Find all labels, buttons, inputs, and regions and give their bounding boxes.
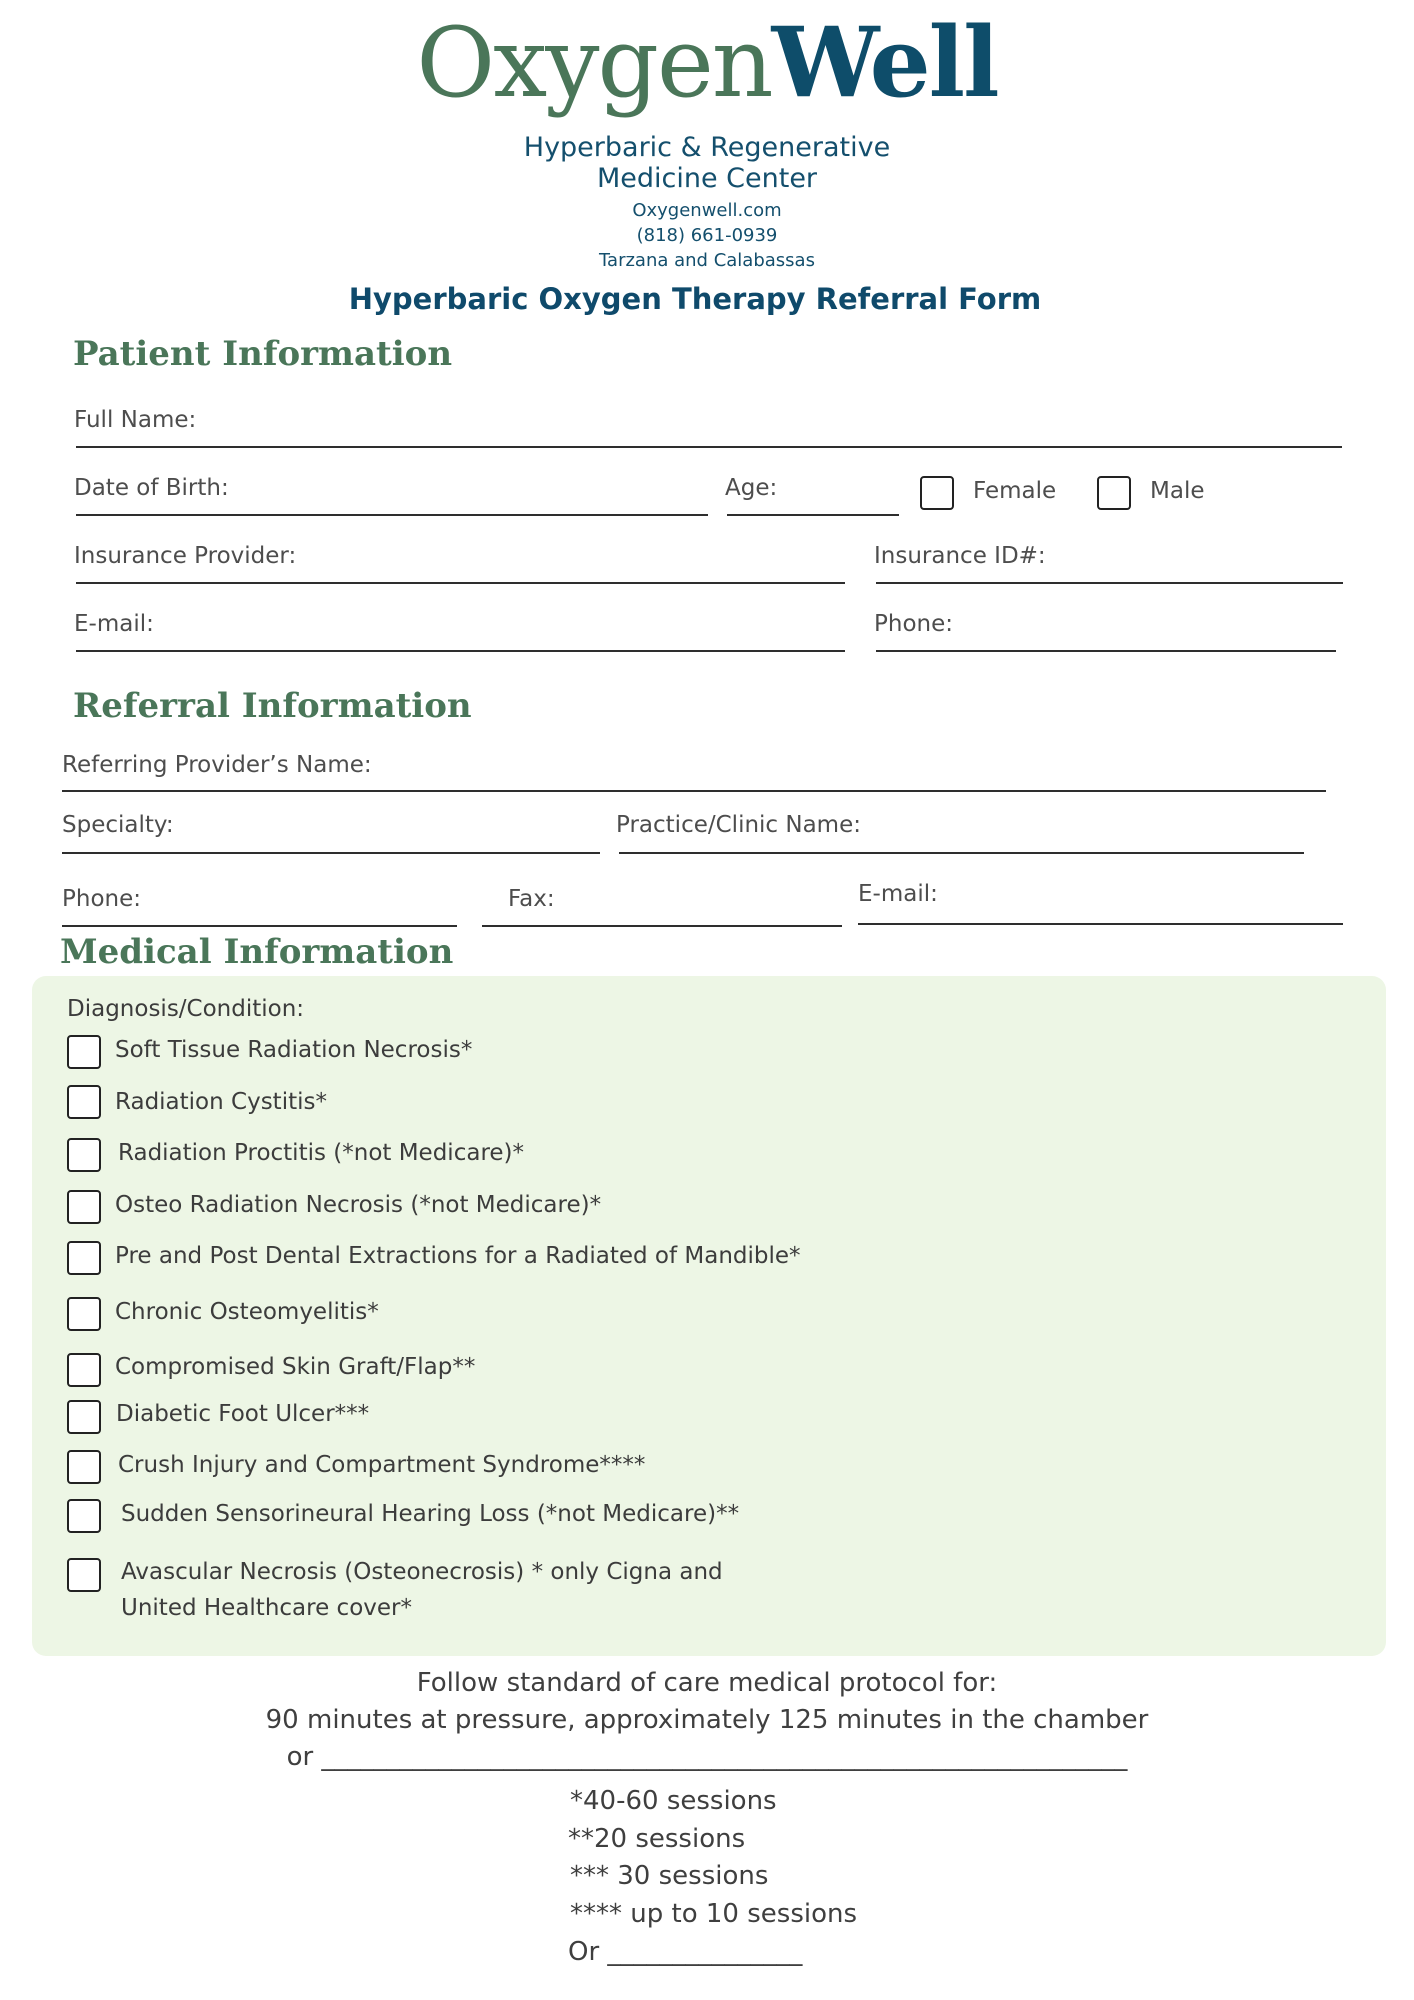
age-label: Age: bbox=[725, 475, 778, 501]
sessions-4: **** up to 10 sessions bbox=[570, 1899, 858, 1929]
specialty-label: Specialty: bbox=[62, 812, 174, 838]
sessions-3: *** 30 sessions bbox=[570, 1861, 769, 1891]
female-checkbox[interactable] bbox=[920, 476, 954, 510]
male-checkbox[interactable] bbox=[1097, 476, 1131, 510]
female-label: Female bbox=[973, 478, 1057, 504]
referral-info-heading: Referral Information bbox=[73, 686, 472, 726]
referring-provider-field[interactable] bbox=[62, 790, 1326, 792]
insurance-provider-field[interactable] bbox=[76, 582, 845, 584]
form-title: Hyperbaric Oxygen Therapy Referral Form bbox=[348, 282, 1042, 316]
insurance-provider-label: Insurance Provider: bbox=[74, 543, 297, 569]
referring-provider-label: Referring Provider’s Name: bbox=[62, 752, 372, 778]
fax-label: Fax: bbox=[508, 886, 555, 912]
insurance-id-label: Insurance ID#: bbox=[874, 543, 1046, 569]
condition-checkbox-11[interactable] bbox=[67, 1558, 101, 1592]
condition-label-7: Compromised Skin Graft/Flap** bbox=[115, 1354, 476, 1380]
protocol-line2: 90 minutes at pressure, approximately 125 minutes in the chamber bbox=[265, 1705, 1149, 1735]
patient-email-label: E-mail: bbox=[74, 611, 154, 637]
specialty-field[interactable] bbox=[62, 852, 600, 854]
dob-label: Date of Birth: bbox=[74, 475, 229, 501]
oxygenwell-logo bbox=[0, 8, 1414, 118]
condition-checkbox-10[interactable] bbox=[67, 1499, 101, 1533]
logo-text-oxygen: Oxygen bbox=[416, 7, 772, 119]
condition-label-9: Crush Injury and Compartment Syndrome**** bbox=[118, 1452, 646, 1478]
locations-text: Tarzana and Calabassas bbox=[599, 250, 815, 271]
patient-info-heading: Patient Information bbox=[73, 334, 453, 374]
condition-label-8: Diabetic Foot Ulcer*** bbox=[116, 1401, 370, 1427]
condition-checkbox-1[interactable] bbox=[67, 1035, 101, 1069]
practice-label: Practice/Clinic Name: bbox=[616, 812, 861, 838]
protocol-line1: Follow standard of care medical protocol for: bbox=[416, 1668, 998, 1698]
condition-label-10: Sudden Sensorineural Hearing Loss (*not Medicare)** bbox=[121, 1501, 740, 1527]
referral-email-label: E-mail: bbox=[858, 881, 938, 907]
condition-checkbox-3[interactable] bbox=[67, 1138, 101, 1172]
condition-checkbox-9[interactable] bbox=[67, 1450, 101, 1484]
subtitle-line1: Hyperbaric & Regenerative bbox=[523, 132, 891, 163]
condition-label-5: Pre and Post Dental Extractions for a Radiated of Mandible* bbox=[115, 1243, 801, 1269]
patient-phone-label: Phone: bbox=[874, 611, 953, 637]
referral-email-field[interactable] bbox=[858, 923, 1343, 925]
full-name-label: Full Name: bbox=[74, 407, 197, 433]
sessions-other: Or _______________ bbox=[568, 1937, 803, 1967]
condition-checkbox-5[interactable] bbox=[67, 1241, 101, 1275]
referral-phone-label: Phone: bbox=[62, 886, 141, 912]
patient-phone-field[interactable] bbox=[876, 650, 1336, 652]
referral-phone-field[interactable] bbox=[62, 925, 457, 927]
logo-text-well: Well bbox=[771, 6, 998, 119]
dob-field[interactable] bbox=[76, 514, 708, 516]
insurance-id-field[interactable] bbox=[876, 582, 1343, 584]
full-name-field[interactable] bbox=[76, 446, 1342, 448]
condition-label-3: Radiation Proctitis (*not Medicare)* bbox=[118, 1140, 525, 1166]
protocol-line3: or ______________________________________________________________ bbox=[286, 1742, 1128, 1772]
age-field[interactable] bbox=[727, 514, 899, 516]
sessions-1: *40-60 sessions bbox=[570, 1786, 777, 1816]
condition-checkbox-8[interactable] bbox=[67, 1400, 101, 1434]
condition-label-4: Osteo Radiation Necrosis (*not Medicare)* bbox=[115, 1192, 602, 1218]
male-label: Male bbox=[1150, 478, 1205, 504]
patient-email-field[interactable] bbox=[76, 650, 845, 652]
diagnosis-label: Diagnosis/Condition: bbox=[67, 996, 305, 1022]
practice-field[interactable] bbox=[619, 852, 1304, 854]
header-phone: (818) 661-0939 bbox=[636, 225, 778, 246]
medical-info-heading: Medical Information bbox=[60, 932, 454, 972]
condition-checkbox-4[interactable] bbox=[67, 1190, 101, 1224]
condition-label-11: Avascular Necrosis (Osteonecrosis) * only Cigna and bbox=[121, 1559, 723, 1585]
condition-checkbox-7[interactable] bbox=[67, 1353, 101, 1387]
condition-checkbox-2[interactable] bbox=[67, 1085, 101, 1119]
condition-checkbox-6[interactable] bbox=[67, 1297, 101, 1331]
sessions-2: **20 sessions bbox=[568, 1824, 746, 1854]
condition-label-6: Chronic Osteomyelitis* bbox=[115, 1299, 379, 1325]
condition-label-2: Radiation Cystitis* bbox=[115, 1089, 327, 1115]
website-text: Oxygenwell.com bbox=[632, 200, 782, 221]
condition-label-1: Soft Tissue Radiation Necrosis* bbox=[115, 1037, 473, 1063]
subtitle-line2: Medicine Center bbox=[596, 163, 818, 194]
condition-label-11-cont: United Healthcare cover* bbox=[121, 1595, 412, 1621]
fax-field[interactable] bbox=[482, 925, 842, 927]
